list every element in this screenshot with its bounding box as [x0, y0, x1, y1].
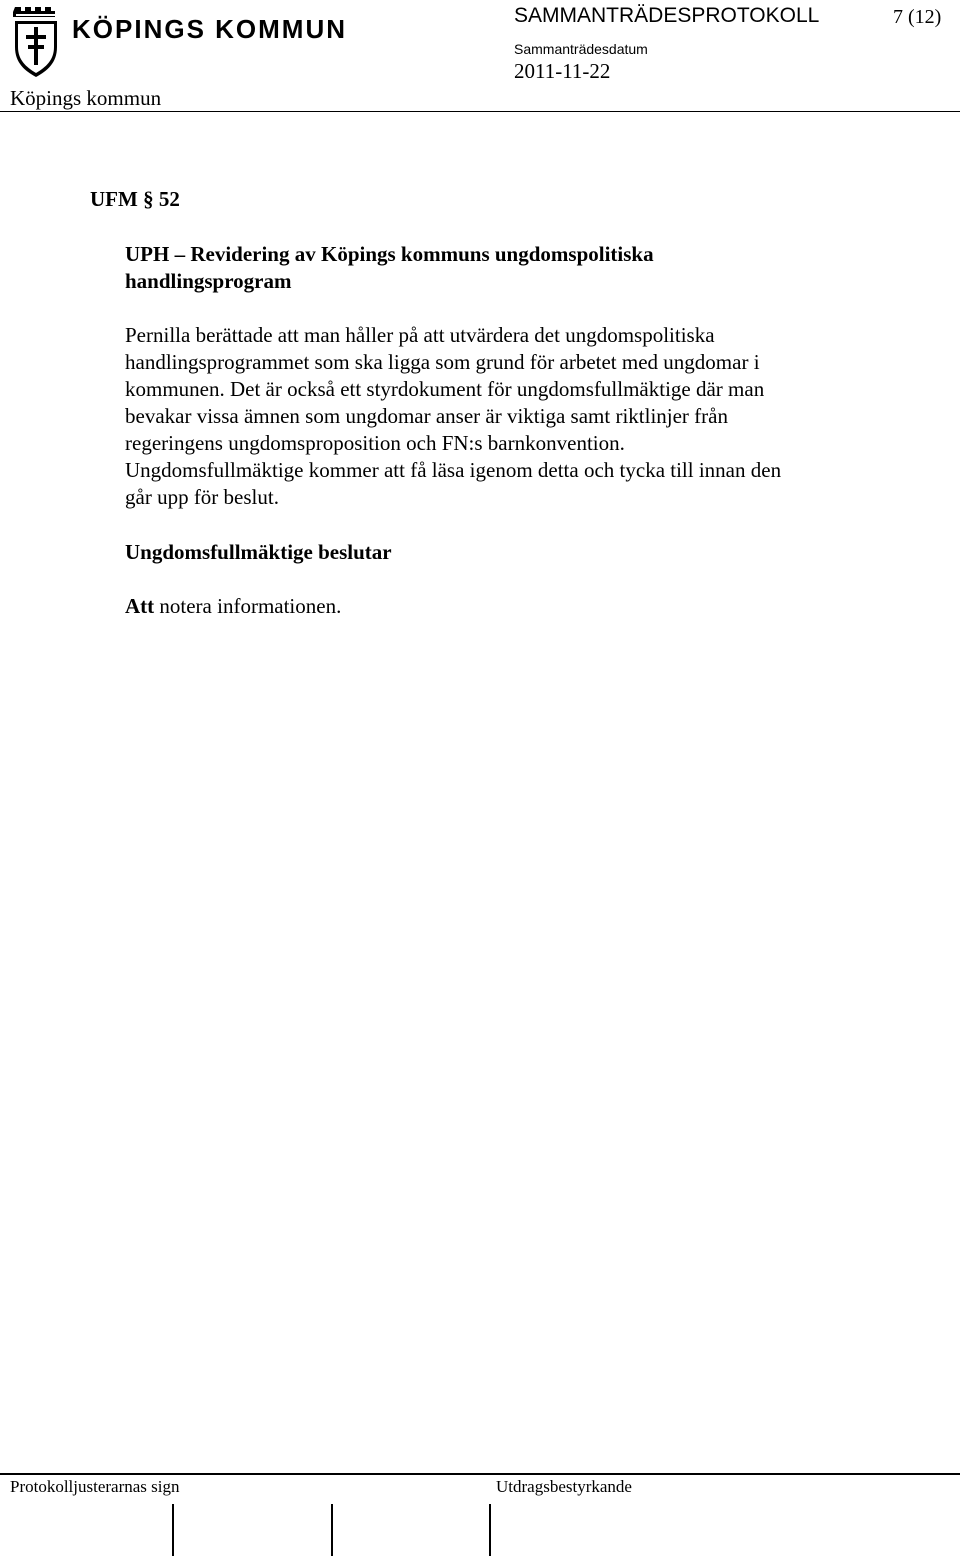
- body-line: går upp för beslut.: [125, 485, 279, 509]
- body-line: kommunen. Det är också ett styrdokument för ungdomsfullmäktige där man: [125, 377, 765, 401]
- signature-box-divider: [331, 1504, 333, 1556]
- body-line: Pernilla berättade att man håller på att utvärdera det ungdomspolitiska: [125, 323, 715, 347]
- body-line: regeringens ungdomsproposition och FN:s barnkonvention.: [125, 431, 625, 455]
- meeting-date-label: Sammanträdesdatum: [514, 41, 648, 57]
- page-number: 7 (12): [893, 6, 942, 28]
- section-number: UFM § 52: [90, 187, 180, 211]
- body-line: bevakar vissa ämnen som ungdomar anser är viktiga samt riktlinjer från: [125, 404, 728, 428]
- body-line: handlingsprogrammet som ska ligga som grund för arbetet med ungdomar i: [125, 350, 760, 374]
- body-line: Ungdomsfullmäktige kommer att få läsa igenom detta och tycka till innan den: [125, 458, 782, 482]
- signature-box-divider: [489, 1504, 491, 1556]
- signature-label: Protokolljusterarnas sign: [10, 1477, 180, 1496]
- decision-text: [125, 594, 341, 619]
- decision-heading: Ungdomsfullmäktige beslutar: [125, 540, 392, 564]
- logo-wordmark: KÖPINGS KOMMUN: [72, 14, 347, 44]
- footer-divider: [0, 1473, 960, 1475]
- decision-lead: Att: [125, 594, 155, 618]
- header-divider: [0, 111, 960, 112]
- body-paragraph: [125, 322, 915, 511]
- extract-certification-label: Utdragsbestyrkande: [496, 1477, 632, 1496]
- decision-body: notera informationen.: [154, 594, 342, 618]
- document-type: SAMMANTRÄDESPROTOKOLL: [514, 4, 820, 27]
- coat-of-arms-icon: [13, 5, 59, 79]
- meeting-date-value: 2011-11-22: [514, 59, 611, 83]
- signature-box-divider: [172, 1504, 174, 1556]
- section-title: UPH – Revidering av Köpings kommuns ungdomspolitiska handlingsprogram: [125, 242, 654, 293]
- organization-name: Köpings kommun: [10, 86, 162, 110]
